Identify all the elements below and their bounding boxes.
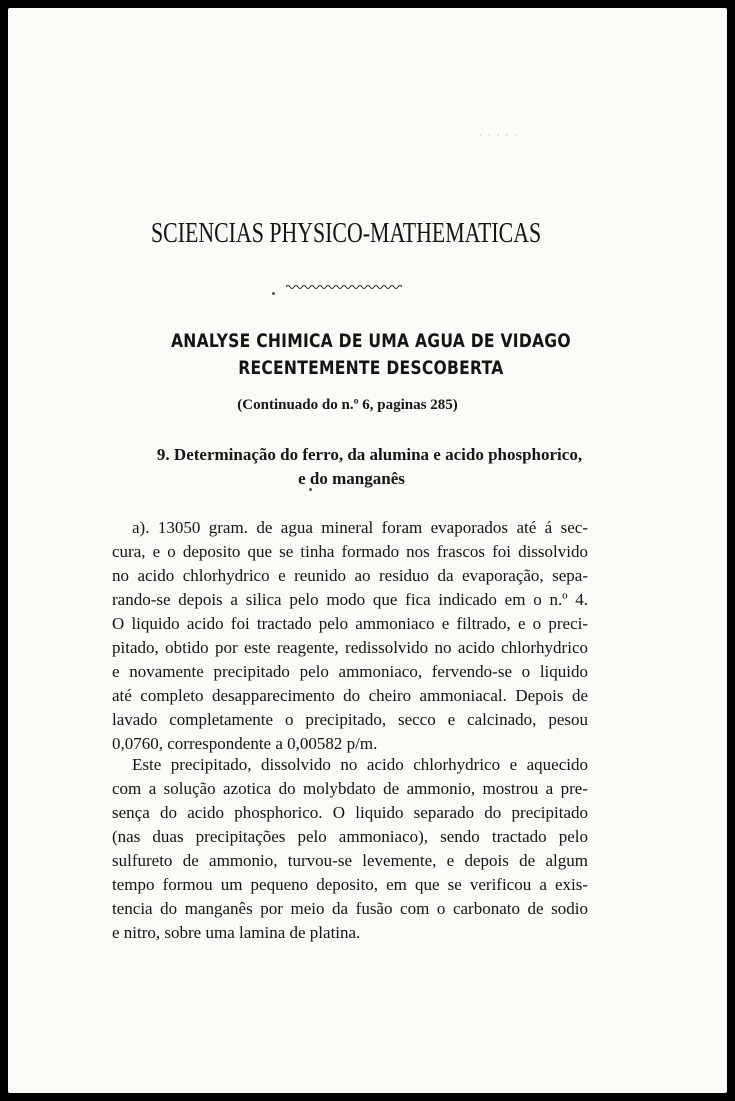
paragraph-line: até completo desapparecimento do cheiro ammoniacal. Depois de (112, 686, 588, 705)
paragraph-line: e nitro, sobre uma lamina de platina. (112, 923, 361, 942)
paragraph-line: sulfureto de ammonio, turvou-se levemente, e depois de algum (112, 851, 588, 870)
paragraph-line: O liquido acido foi tractado pelo ammoniaco e filtrado, e o preci- (112, 614, 588, 633)
paragraph-line: tencia do manganês por meio da fusão com o carbonato de sodio (112, 899, 588, 918)
paragraph-line: e novamente precipitado pelo ammoniaco, fervendo-se o liquido (112, 662, 588, 681)
paragraph-line: Este precipitado, dissolvido no acido chlorhydrico e aquecido (132, 755, 588, 774)
article-title-line-1: ANALYSE CHIMICA DE UMA AGUA DE VIDAGO (170, 330, 571, 352)
paragraph-line: tempo formou um pequeno deposito, em que se verificou a exis- (112, 875, 588, 894)
paragraph-line: sença do acido phosphorico. O liquido separado do precipitado (112, 803, 588, 822)
paragraph-line: rando-se depois a silica pelo modo que fica indicado em o n.º 4. (112, 590, 588, 609)
paragraph-line: no acido chlorhydrico e reunido ao residuo da evaporação, sepa- (112, 566, 588, 585)
ink-dot (272, 292, 275, 295)
article-title-line-2: RECENTEMENTE DESCOBERTA (238, 357, 504, 379)
paragraph-line: lavado completamente o precipitado, secco e calcinado, pesou (112, 710, 588, 729)
document-page (8, 8, 727, 1093)
bleed-through-text: · · · · · (478, 128, 518, 144)
paragraph-b (112, 753, 588, 945)
subheading-line-1: 9. Determinação do ferro, da alumina e acido phosphorico, (156, 445, 583, 464)
paragraph-line: pitado, obtido por este reagente, redissolvido no acido chlorhydrico (112, 638, 588, 657)
paragraph-line: a). 13050 gram. de agua mineral foram evaporados até á sec- (132, 518, 588, 537)
section-title: SCIENCIAS PHYSICO-MATHEMATICAS (151, 218, 542, 249)
subheading-line-2: e do manganês (298, 469, 405, 488)
wavy-rule-ornament (286, 284, 402, 290)
paragraph-line: com a solução azotica do molybdato de ammonio, mostrou a pre- (112, 779, 588, 798)
continuation-note: (Continuado do n.º 6, paginas 285) (237, 397, 458, 413)
paragraph-line: 0,0760, correspondente a 0,00582 p/m. (112, 734, 378, 753)
ink-dot (309, 488, 312, 491)
paragraph-line: (nas duas precipitações pelo ammoniaco), sendo tractado pelo (112, 827, 588, 846)
paragraph-line: cura, e o deposito que se tinha formado nos frascos foi dissolvido (112, 542, 588, 561)
paragraph-a (112, 516, 588, 756)
